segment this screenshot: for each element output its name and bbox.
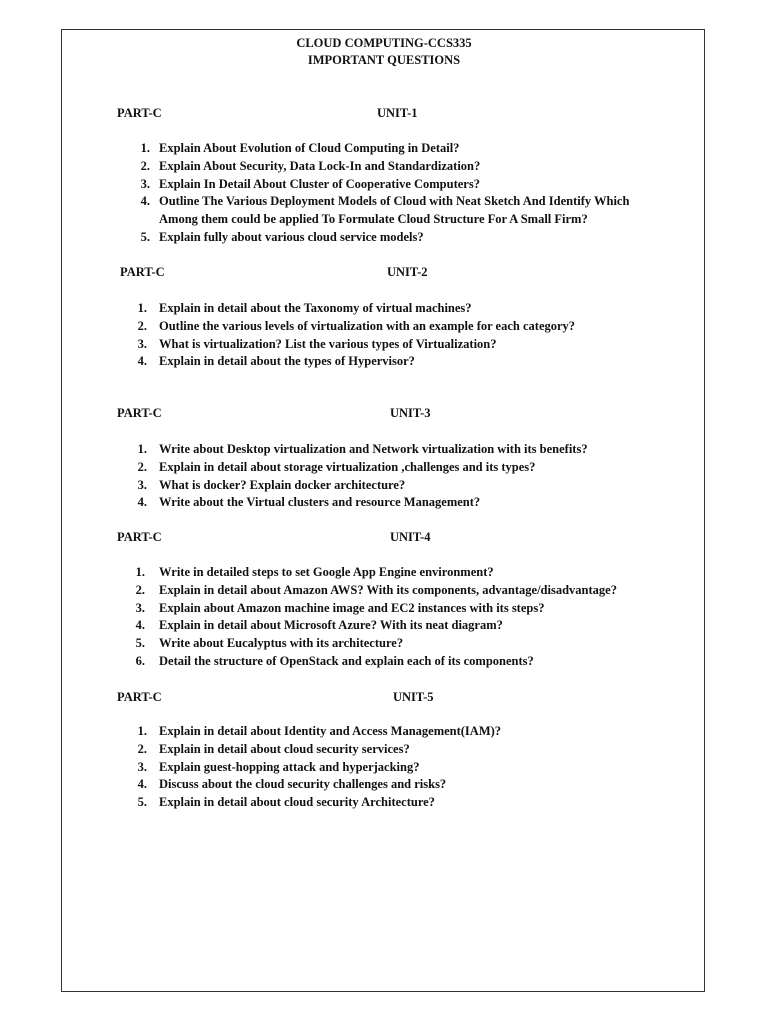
part-label: PART-C: [117, 106, 162, 120]
unit-label: UNIT-3: [390, 406, 431, 420]
question-number: 5.: [135, 636, 145, 651]
question-text: What is virtualization? List the various types of Virtualization?: [159, 336, 497, 351]
question-number: 4.: [140, 194, 150, 209]
document-title: CLOUD COMPUTING-CCS335: [296, 36, 472, 50]
question-text: What is docker? Explain docker architecture?: [159, 477, 406, 492]
question-text: Explain in detail about storage virtualization ,challenges and its types?: [159, 459, 536, 474]
part-label: PART-C: [117, 690, 162, 704]
question-number: 1.: [137, 724, 147, 738]
question-number: 4.: [137, 495, 147, 510]
question-text: Explain in detail about Amazon AWS? With its components, advantage/disadvantage?: [159, 582, 617, 597]
question-text: Explain In Detail About Cluster of Cooperative Computers?: [159, 176, 480, 191]
question-text: Explain in detail about Microsoft Azure? With its neat diagram?: [159, 618, 503, 633]
question-text: Outline The Various Deployment Models of Cloud with Neat Sketch And Identify Which: [159, 194, 630, 209]
question-text: Write about Eucalyptus with its architecture?: [159, 636, 404, 651]
question-text: Write in detailed steps to set Google App Engine environment?: [159, 565, 494, 579]
question-text: Explain About Security, Data Lock-In and Standardization?: [159, 158, 481, 173]
question-text: Explain fully about various cloud service models?: [159, 230, 424, 244]
part-label: PART-C: [117, 406, 162, 420]
question-text: Explain in detail about cloud security services?: [159, 741, 410, 756]
question-number: 4.: [137, 777, 147, 792]
question-number: 3.: [135, 600, 145, 615]
question-text: Write about Desktop virtualization and Network virtualization with its benefits?: [159, 442, 588, 456]
question-text: Among them could be applied To Formulate Cloud Structure For A Small Firm?: [159, 212, 588, 227]
question-number: 2.: [140, 158, 150, 173]
question-number: 3.: [137, 477, 147, 492]
question-number: 3.: [137, 759, 147, 774]
question-number: 1.: [137, 301, 147, 315]
question-text: Explain About Evolution of Cloud Computing in Detail?: [159, 141, 460, 155]
unit-label: UNIT-5: [393, 690, 434, 704]
question-number: 2.: [137, 318, 147, 333]
question-text: Explain in detail about the types of Hypervisor?: [159, 354, 415, 369]
question-number: 1.: [135, 565, 145, 579]
question-number: 6.: [135, 654, 145, 668]
question-number: 3.: [137, 336, 147, 351]
question-number: 1.: [140, 141, 150, 155]
question-number: 3.: [140, 176, 150, 191]
question-number: 4.: [137, 354, 147, 369]
question-text: Explain in detail about Identity and Access Management(IAM)?: [159, 724, 502, 738]
unit-label: UNIT-2: [387, 265, 428, 279]
question-number: 5.: [137, 795, 147, 810]
unit-label: UNIT-4: [390, 530, 431, 544]
question-text: Explain in detail about the Taxonomy of virtual machines?: [159, 301, 472, 315]
question-number: 2.: [137, 459, 147, 474]
unit-label: UNIT-1: [377, 106, 418, 120]
question-text: Detail the structure of OpenStack and explain each of its components?: [159, 654, 534, 668]
question-number: 2.: [135, 582, 145, 597]
document-subtitle: IMPORTANT QUESTIONS: [307, 53, 461, 67]
question-text: Outline the various levels of virtualization with an example for each category?: [159, 318, 576, 333]
question-text: Explain about Amazon machine image and EC2 instances with its steps?: [159, 600, 545, 615]
question-text: Write about the Virtual clusters and resource Management?: [159, 495, 481, 510]
question-text: Explain guest-hopping attack and hyperjacking?: [159, 759, 420, 774]
question-text: Discuss about the cloud security challenges and risks?: [159, 777, 447, 792]
question-text: Explain in detail about cloud security Architecture?: [159, 795, 435, 810]
question-number: 4.: [135, 618, 145, 633]
part-label: PART-C: [117, 530, 162, 544]
question-number: 2.: [137, 741, 147, 756]
part-label: PART-C: [120, 265, 165, 279]
question-number: 1.: [137, 442, 147, 456]
question-number: 5.: [140, 230, 150, 244]
